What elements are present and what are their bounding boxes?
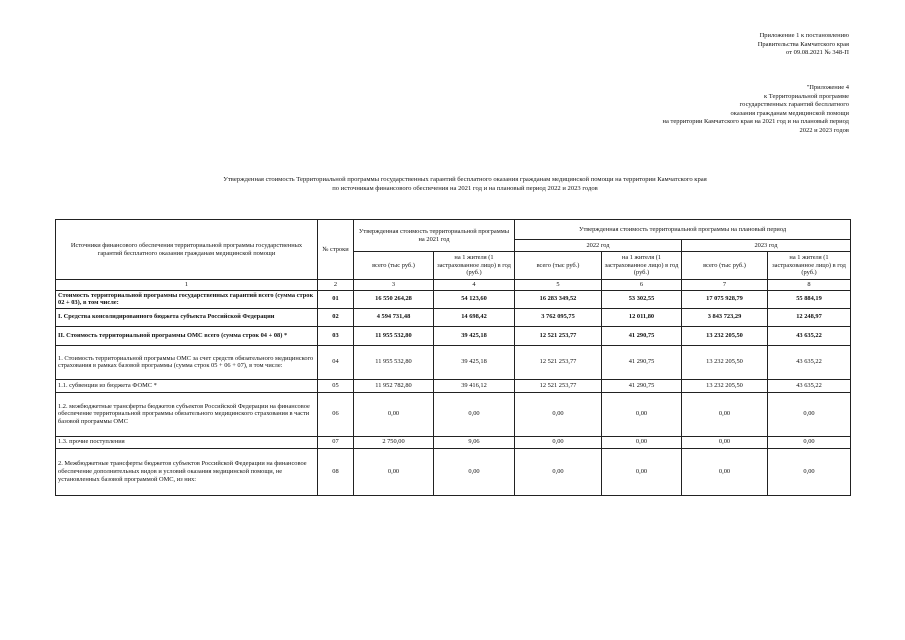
column-number: 1 [56, 280, 318, 291]
value-2021-per-capita: 39 416,12 [434, 379, 515, 392]
value-2023-per-capita: 0,00 [768, 392, 851, 436]
value-2023-total: 0,00 [682, 448, 768, 495]
value-2022-per-capita: 41 290,75 [602, 379, 682, 392]
table-row [56, 290, 851, 308]
value-2022-per-capita: 41 290,75 [602, 326, 682, 345]
header-total-2023: всего (тыс руб.) [682, 252, 768, 280]
row-label: 1.2. межбюджетные трансферты бюджетов субъектов Российской Федерации на финансовое обеспечение территориальной программы обязательного медицинского страхования в части базовой программы ОМС [56, 392, 318, 436]
value-2022-total: 12 521 253,77 [515, 345, 602, 379]
value-2023-per-capita: 43 635,22 [768, 326, 851, 345]
header-per-capita-2023: на 1 жителя (1 застрахованное лицо) в год (руб.) [768, 252, 851, 280]
appendix-1-line: от 09.08.2021 № 348-П [786, 49, 849, 57]
value-2022-per-capita: 12 011,80 [602, 308, 682, 326]
column-number: 4 [434, 280, 515, 291]
value-2021-total: 0,00 [354, 448, 434, 495]
value-2021-per-capita: 0,00 [434, 448, 515, 495]
value-2023-per-capita: 0,00 [768, 436, 851, 448]
value-2022-total: 0,00 [515, 392, 602, 436]
value-2022-total: 0,00 [515, 436, 602, 448]
row-label: I. Средства консолидированного бюджета субъекта Российской Федерации [56, 308, 318, 326]
row-number: 06 [318, 392, 354, 436]
value-2022-total: 12 521 253,77 [515, 326, 602, 345]
value-2022-per-capita: 53 302,55 [602, 290, 682, 308]
row-label: 1. Стоимость территориальной программы ОМС за счет средств обязательного медицинского страхования в рамках базовой программы (сумма строк 05 + 06 + 07), в том числе: [56, 345, 318, 379]
header-year-2022: 2022 год [515, 240, 682, 252]
table-row [56, 326, 851, 345]
table-row [56, 448, 851, 495]
value-2023-total: 13 232 205,50 [682, 345, 768, 379]
value-2021-per-capita: 39 425,18 [434, 326, 515, 345]
value-2023-per-capita: 12 248,97 [768, 308, 851, 326]
appendix-1-line: Правительства Камчатского края [757, 40, 849, 48]
value-2021-total: 2 750,00 [354, 436, 434, 448]
value-2022-total: 12 521 253,77 [515, 379, 602, 392]
column-number: 3 [354, 280, 434, 291]
header-per-capita-2021: на 1 жителя (1 застрахованное лицо) в год (руб.) [434, 252, 515, 280]
value-2023-per-capita: 43 635,22 [768, 345, 851, 379]
value-2022-total: 16 283 349,52 [515, 290, 602, 308]
value-2023-per-capita: 0,00 [768, 448, 851, 495]
value-2023-total: 13 232 205,50 [682, 379, 768, 392]
header-row-number-cell: № строки [318, 220, 354, 280]
appendix-4-line: 2022 и 2023 годов [799, 126, 849, 134]
value-2021-per-capita: 9,06 [434, 436, 515, 448]
row-label: 1.1. субвенции из бюджета ФОМС * [56, 379, 318, 392]
row-label: 1.3. прочие поступления [56, 436, 318, 448]
value-2022-per-capita: 41 290,75 [602, 345, 682, 379]
appendix-4-line: государственных гарантий бесплатного [739, 101, 849, 109]
row-label: II. Стоимость территориальной программы ОМС всего (сумма строк 04 + 08) * [56, 326, 318, 345]
header-year-2023: 2023 год [682, 240, 851, 252]
row-number: 07 [318, 436, 354, 448]
column-number-row [56, 280, 851, 291]
row-number: 02 [318, 308, 354, 326]
value-2023-per-capita: 43 635,22 [768, 379, 851, 392]
header-per-capita-2022: на 1 жителя (1 застрахованное лицо) в год (руб.) [602, 252, 682, 280]
appendix-4-header [663, 84, 849, 136]
value-2022-total: 0,00 [515, 448, 602, 495]
value-2023-total: 0,00 [682, 436, 768, 448]
column-number: 8 [768, 280, 851, 291]
document-title [120, 175, 810, 194]
table-row [56, 392, 851, 436]
appendix-4-line: оказания гражданам медицинской помощи [730, 109, 849, 117]
value-2023-per-capita: 55 884,19 [768, 290, 851, 308]
value-2023-total: 0,00 [682, 392, 768, 436]
table-row [56, 308, 851, 326]
table-row [56, 436, 851, 448]
appendix-4-line: на территории Камчатского края на 2021 год и на плановый период [662, 118, 849, 126]
row-number: 01 [318, 290, 354, 308]
title-line: Утвержденная стоимость Территориальной программы государственных гарантий бесплатного оказания гражданам медицинской помощи на территории Камчатского края [223, 176, 707, 183]
column-number: 6 [602, 280, 682, 291]
appendix-4-line: "Приложение 4 [806, 84, 849, 91]
row-label: 2. Межбюджетные трансферты бюджетов субъектов Российской Федерации на финансовое обеспечение дополнительных видов и условий оказания медицинской помощи, не установленных базовой программой ОМС, из них: [56, 448, 318, 495]
value-2021-per-capita: 0,00 [434, 392, 515, 436]
value-2021-per-capita: 14 698,42 [434, 308, 515, 326]
row-number: 03 [318, 326, 354, 345]
row-number: 04 [318, 345, 354, 379]
row-label: Стоимость территориальной программы государственных гарантий всего (сумма строк 02 + 03), в том числе: [56, 290, 318, 308]
column-number: 5 [515, 280, 602, 291]
header-cost-2021: Утвержденная стоимость территориальной программы на 2021 год [354, 220, 515, 252]
cost-table [55, 219, 851, 496]
value-2021-total: 4 594 731,48 [354, 308, 434, 326]
value-2022-per-capita: 0,00 [602, 436, 682, 448]
value-2021-total: 0,00 [354, 392, 434, 436]
appendix-4-line: к Территориальной программе [764, 92, 849, 100]
appendix-1-header [758, 32, 849, 58]
header-total-2022: всего (тыс руб.) [515, 252, 602, 280]
value-2021-total: 11 955 532,80 [354, 326, 434, 345]
header-planned-period: Утвержденная стоимость территориальной программы на плановый период [515, 220, 851, 240]
value-2022-per-capita: 0,00 [602, 448, 682, 495]
value-2021-per-capita: 54 123,60 [434, 290, 515, 308]
row-number: 05 [318, 379, 354, 392]
appendix-1-line: Приложение 1 к постановлению [759, 32, 849, 39]
header-source-cell: Источники финансового обеспечения территориальной программы государственных гарантий бесплатного оказания гражданам медицинской помощи [56, 220, 318, 280]
table-row [56, 345, 851, 379]
value-2023-total: 17 075 928,79 [682, 290, 768, 308]
title-line: по источникам финансового обеспечения на 2021 год и на плановый период 2022 и 2023 годов [332, 185, 598, 193]
table-row [56, 379, 851, 392]
column-number: 2 [318, 280, 354, 291]
value-2021-total: 11 952 782,80 [354, 379, 434, 392]
value-2022-total: 3 762 095,75 [515, 308, 602, 326]
value-2021-total: 11 955 532,80 [354, 345, 434, 379]
value-2021-per-capita: 39 425,18 [434, 345, 515, 379]
value-2023-total: 3 843 723,29 [682, 308, 768, 326]
column-number: 7 [682, 280, 768, 291]
header-total-2021: всего (тыс руб.) [354, 252, 434, 280]
value-2022-per-capita: 0,00 [602, 392, 682, 436]
value-2021-total: 16 550 264,28 [354, 290, 434, 308]
value-2023-total: 13 232 205,50 [682, 326, 768, 345]
row-number: 08 [318, 448, 354, 495]
